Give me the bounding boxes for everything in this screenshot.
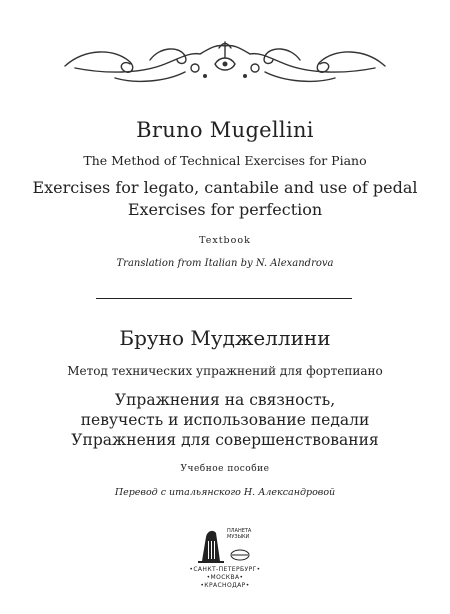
method-title-english: The Method of Technical Exercises for Piano (83, 153, 367, 168)
book-title-russian-line1: Упражнения на связность, (114, 391, 336, 409)
method-title-russian: Метод технических упражнений для фортепиано (67, 364, 383, 378)
book-title-english-line1: Exercises for legato, cantabile and use of pedal (32, 178, 418, 197)
publisher-city-1: •САНКТ-ПЕТЕРБУРГ• (189, 566, 261, 573)
translation-credit-english: Translation from Italian by N. Alexandrova (116, 258, 334, 269)
author-name-english: Bruno Mugellini (136, 118, 314, 142)
publisher-logo-text-line2: МУЗЫКИ (227, 534, 250, 540)
publisher-city-3: •КРАСНОДАР• (200, 582, 250, 589)
author-name-russian: Бруно Муджеллини (119, 326, 331, 350)
publisher-city-2: •МОСКВА• (206, 574, 244, 581)
book-title-english-line2: Exercises for perfection (127, 200, 323, 219)
translation-credit-russian: Перевод с итальянского Н. Александровой (114, 487, 336, 498)
divider-rule (96, 298, 352, 299)
publisher-logo-text (227, 528, 251, 540)
book-kind-russian: Учебное пособие (180, 464, 270, 474)
book-title-russian-line2: певучесть и использование педали (80, 411, 370, 429)
book-kind-english: Textbook (199, 235, 251, 246)
book-title-russian-line3: Упражнения для совершенствования (71, 431, 379, 449)
floral-scroll-ornament-icon (55, 38, 395, 86)
publisher-logo-text-line1: ПЛАНЕТА (227, 528, 252, 534)
